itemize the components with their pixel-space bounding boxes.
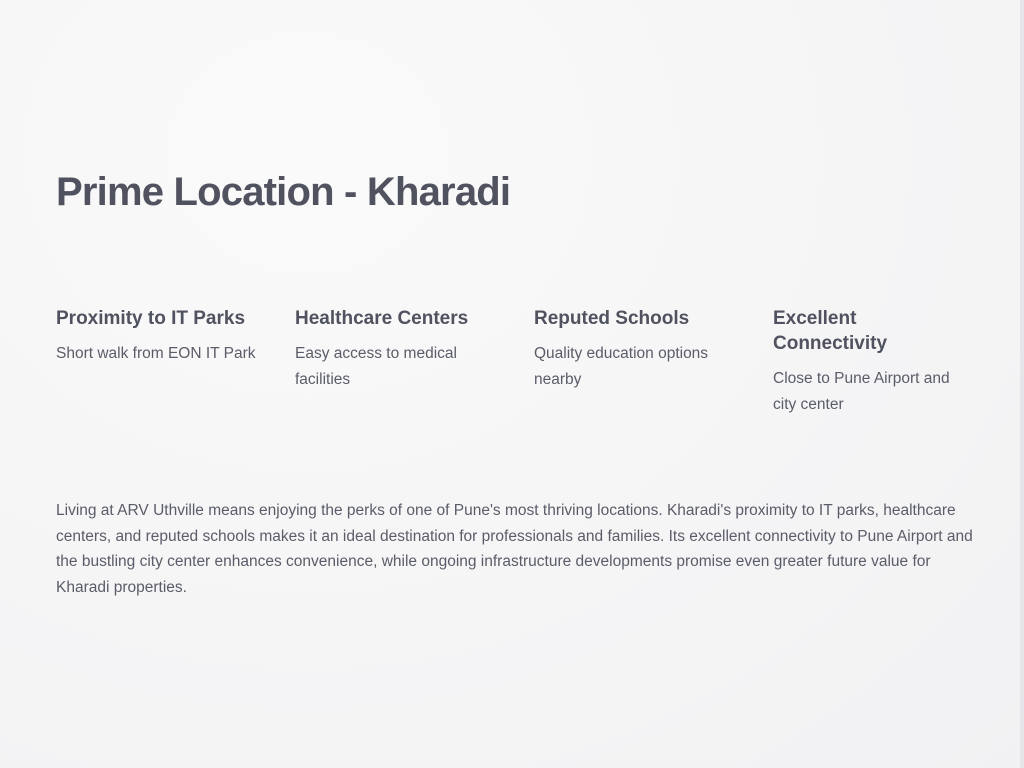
feature-connectivity — [773, 306, 976, 417]
right-edge-border — [1020, 0, 1024, 768]
feature-grid — [56, 306, 976, 417]
feature-description: Easy access to medical facilities — [295, 345, 457, 388]
feature-schools — [534, 306, 773, 417]
feature-description: Close to Pune Airport and city center — [773, 370, 950, 413]
summary-paragraph: Living at ARV Uthville means enjoying the perks of one of Pune's most thriving locations. Kharadi's proximity to IT parks, healthcare centers, and reputed schools makes it an ideal destination for professionals and families. Its excellent connectivity to Pune Airport and the bustling city center enhances convenience, while ongoing infrastructure developments promise even greater future value for Kharadi properties. — [56, 502, 973, 596]
feature-title: Proximity to IT Parks — [56, 308, 246, 329]
feature-description: Short walk from EON IT Park — [56, 345, 256, 362]
feature-healthcare — [295, 306, 534, 417]
feature-it-parks — [56, 306, 295, 417]
feature-title: Healthcare Centers — [295, 308, 469, 329]
feature-title: Excellent Connectivity — [773, 308, 888, 354]
feature-description: Quality education options nearby — [534, 345, 709, 388]
feature-title: Reputed Schools — [534, 308, 690, 329]
page-title: Prime Location - Kharadi — [56, 170, 511, 214]
